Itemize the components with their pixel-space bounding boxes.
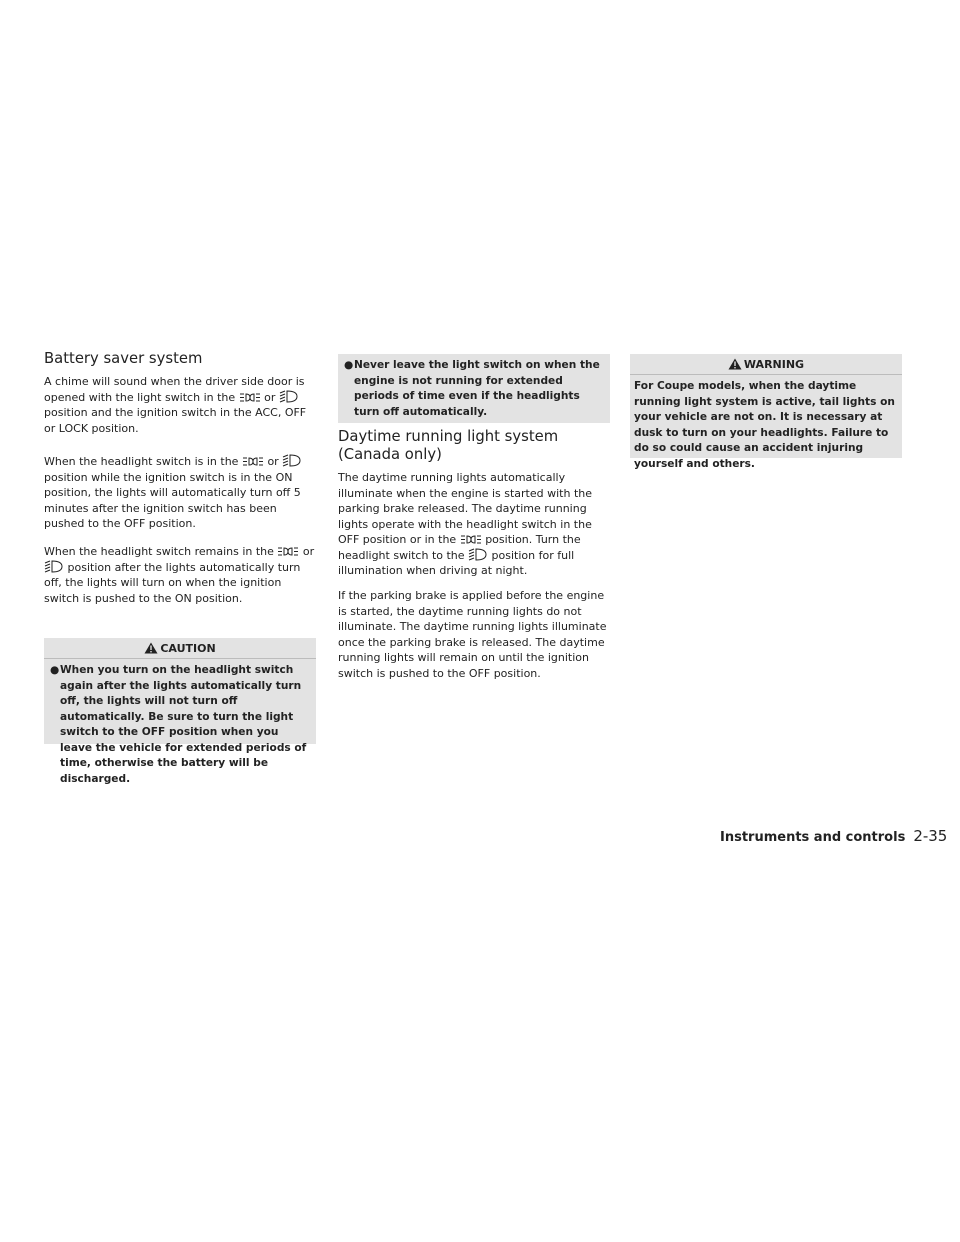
warning-box (630, 354, 902, 470)
headlight-icon (279, 390, 299, 403)
position-light-icon (242, 456, 264, 467)
warning-rule (630, 374, 902, 375)
p2-text-b: or (267, 455, 279, 468)
caution-bullet (44, 663, 316, 787)
caution-bullet-2 (338, 358, 610, 420)
warning-triangle-icon (728, 358, 742, 370)
daytime-p1-text-b: position. Turn the headlight switch to the (338, 533, 581, 562)
page-footer (720, 827, 948, 847)
bullet-dot: ● (50, 664, 60, 676)
caution-triangle-icon (144, 642, 158, 654)
warning-title: WARNING (743, 357, 805, 371)
p3-text-c: position after the lights automatically turn off, the lights will turn on when the ignition switch is pushed to the ON position. (44, 560, 301, 605)
caution-title-row (44, 638, 316, 658)
headlight-icon (282, 454, 302, 467)
headlight-icon (44, 560, 64, 573)
daytime-paragraph-2: If the parking brake is applied before the engine is started, the daytime running lights do not illuminate. The daytime running lights illuminate once the parking brake is released. The daytime running lights will remain on until the ignition switch is pushed to the OFF position. (338, 589, 607, 680)
position-light-icon (239, 392, 261, 403)
warning-text: For Coupe models, when the daytime running light system is active, tail lights on your vehicle are not on. It is necessary at dusk to turn on your headlights. Failure to do so could cause an accident injuring yourself and others. (634, 380, 895, 470)
p3-text-a: When the headlight switch remains in the (44, 545, 274, 558)
page-number: 2-35 (913, 827, 948, 845)
caution-bullet-2-text: Never leave the light switch on when the engine is not running for extended periods of time even if the headlights turn off automatically. (354, 359, 600, 418)
caution-title: CAUTION (160, 641, 216, 655)
warning-title-row (630, 354, 902, 374)
p1-text-b: or (264, 390, 276, 404)
headlight-icon (468, 548, 488, 561)
daytime-heading-line-1: Daytime running light system (338, 428, 559, 445)
battery-saver-heading: Battery saver system (44, 350, 203, 367)
caution-box (44, 638, 316, 785)
battery-saver-paragraph-1 (44, 374, 316, 436)
p1-text-c: position and the ignition switch in the ACC, OFF or LOCK position. (44, 406, 307, 435)
footer-section-title: Instruments and controls (720, 830, 906, 845)
daytime-paragraph-1 (338, 470, 610, 579)
daytime-p1-text-a: The daytime running lights automatically illuminate when the engine is started with the parking brake released. The daytime running lights operate with the headlight switch in the OFF position or in the (338, 471, 593, 546)
daytime-heading-line-2: (Canada only) (338, 446, 442, 463)
p2-text-c: position while the ignition switch is in the ON position, the lights will automatically turn off 5 minutes after the ignition switch has been pushed to the OFF position. (44, 470, 301, 530)
p2-text-a: When the headlight switch is in the (44, 455, 239, 468)
caution-box-continued (338, 354, 610, 423)
battery-saver-paragraph-3 (44, 544, 316, 606)
p3-text-b: or (302, 545, 315, 558)
caution-rule (44, 658, 316, 659)
position-light-icon (277, 546, 299, 557)
daytime-p1-text-c: position for full illumination when driving at night. (338, 548, 575, 577)
caution-bullet-text: When you turn on the headlight switch again after the lights automatically turn off, the lights will not turn off automatically. Be sure to turn the light switch to the OFF position when you leave the vehicle for extended periods of time, otherwise the battery will be discharged. (60, 664, 307, 785)
battery-saver-paragraph-2 (44, 454, 316, 532)
bullet-dot: ● (344, 359, 354, 371)
p1-text-a: A chime will sound when the driver side door is opened with the light switch in the (44, 375, 305, 404)
position-light-icon (460, 534, 482, 545)
